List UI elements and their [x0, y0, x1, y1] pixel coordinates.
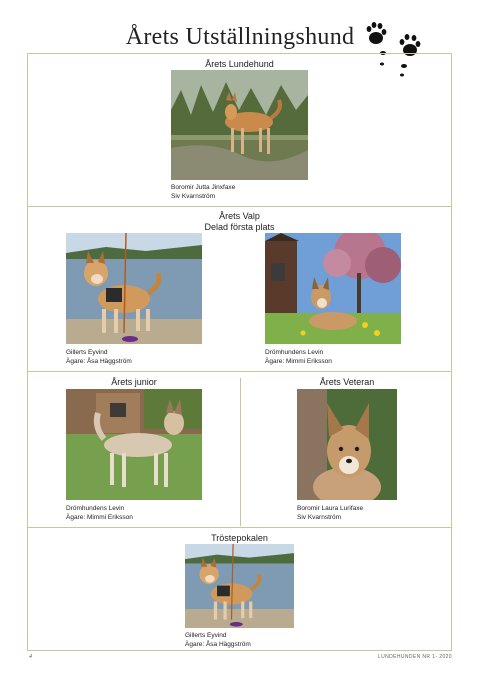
photo-valp-left: [66, 233, 202, 344]
dog-name: Gillerts Eyvind: [185, 632, 227, 639]
photo-junior: [66, 389, 202, 500]
photo-trost: [185, 544, 294, 628]
caption-trost: [185, 631, 251, 649]
dog-name: Drömhundens Levin: [66, 505, 125, 512]
divider: [27, 371, 452, 372]
section-heading-veteran: Årets Veteran: [319, 377, 375, 387]
caption-junior: [66, 504, 133, 522]
caption-valp-left: [66, 348, 132, 366]
owner-name: Ägare: Åsa Häggström: [185, 641, 251, 648]
caption-veteran: [297, 504, 363, 522]
dog-name: Boromir Jutta Jinxfaxe: [171, 184, 236, 191]
dog-name: Boromir Laura Lurifaxe: [297, 505, 364, 512]
publication-name: LUNDEHUNDEN NR 1- 2020: [377, 654, 452, 660]
photo-valp-right: [265, 233, 401, 344]
dog-name: Drömhundens Levin: [265, 349, 324, 356]
photo-lundehund: [171, 70, 308, 180]
section-subheading-valp: Delad första plats: [204, 222, 275, 232]
caption-lundehund: [171, 183, 235, 201]
owner-name: Siv Kvarnström: [171, 193, 216, 200]
column-divider: [240, 378, 241, 526]
divider: [27, 527, 452, 528]
owner-name: Siv Kvarnström: [297, 514, 342, 521]
section-heading-trost: Tröstepokalen: [211, 533, 268, 543]
section-heading-junior: Årets junior: [111, 377, 157, 387]
photo-veteran: [297, 389, 397, 500]
section-heading-valp: Årets Valp: [219, 211, 260, 221]
owner-name: Ägare: Mimmi Eriksson: [265, 358, 332, 365]
owner-name: Ägare: Mimmi Eriksson: [66, 514, 133, 521]
section-heading-lundehund: Årets Lundehund: [205, 59, 274, 69]
page-title: Årets Utställningshund: [125, 24, 355, 50]
page-number: 4: [29, 654, 32, 660]
divider: [27, 206, 452, 207]
caption-valp-right: [265, 348, 332, 366]
owner-name: Ägare: Åsa Häggström: [66, 358, 132, 365]
dog-name: Gillerts Eyvind: [66, 349, 108, 356]
